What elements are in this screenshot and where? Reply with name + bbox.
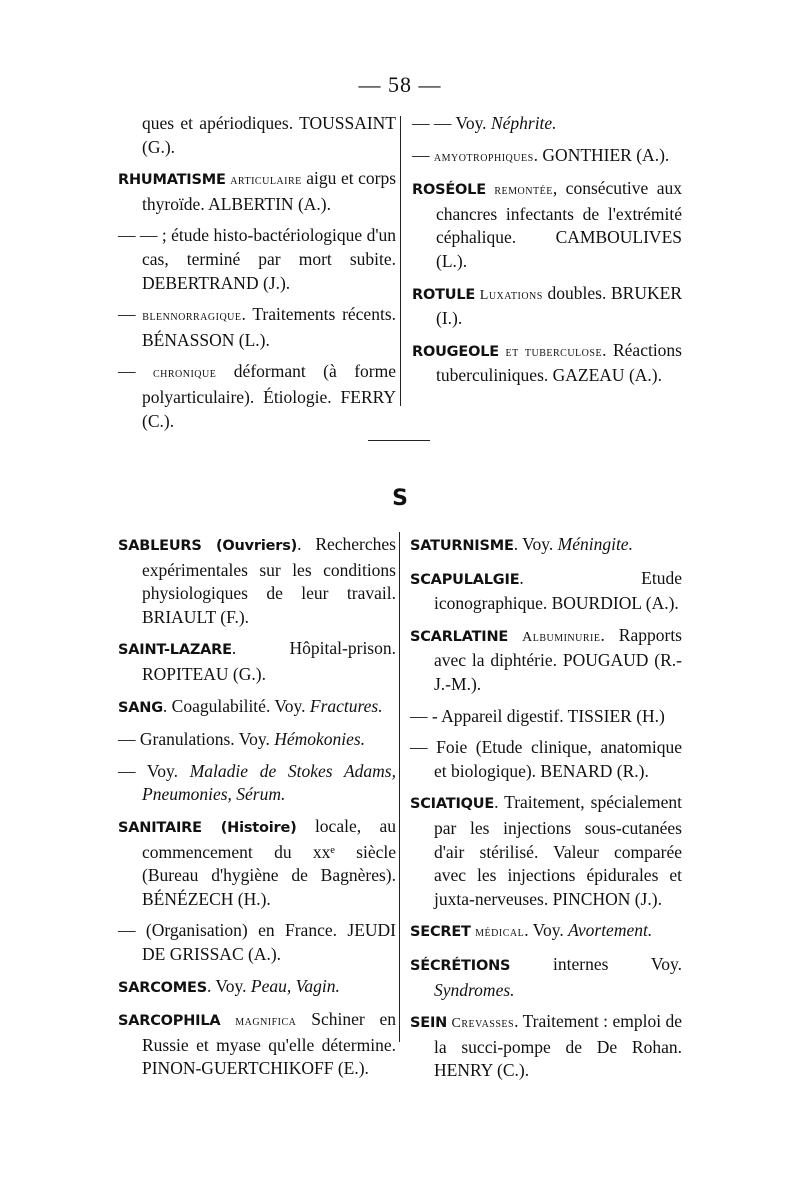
column-divider-top [400,116,401,406]
entry-cross-reference: Néphrite. [490,113,557,133]
entry-heading: SAINT-LAZARE [118,642,232,659]
index-entry [412,144,682,170]
entry-dash: — [410,737,428,758]
index-entry [412,112,682,136]
entry-heading-qualifier: (Ouvriers) [201,538,298,554]
index-entry [118,975,396,1001]
entry-cross-reference: Maladie de Stokes Adams, Pneumonies, Sérum. [142,760,396,805]
entry-subheading: et tuberculose [505,344,603,360]
entry-heading: SECRET [410,924,471,941]
entry-text: . Coagulabilité. Voy. [162,695,310,716]
index-entry [412,339,682,388]
entry-text: . Voy. [513,534,558,554]
entry-dash: — [412,144,430,165]
index-entry [118,637,396,686]
entry-heading: ROTULE [412,286,476,303]
entry-dash: — [118,304,136,325]
index-entry [118,167,396,216]
page-number: — 58 — [358,72,442,97]
entry-cross-reference: Peau, Vagin. [250,975,340,996]
column-top-left [118,112,396,441]
entry-cross-reference: Hémokonies. [274,729,366,750]
index-entry [412,177,682,273]
entry-text: Voy. [146,760,190,781]
entry-heading: SCAPULALGIE [410,571,520,588]
index-entry [118,695,396,721]
entry-heading: SANG [118,699,163,716]
entry-text: . Etude iconographique. BOURDIOL (A.). [434,567,682,614]
index-entry [118,533,396,629]
entry-dash: — — [412,113,452,133]
entry-heading: SATURNISME [410,538,514,554]
entry-heading: SARCOMES [118,979,207,996]
entry-text: Schiner en Russie et myase qu'elle détermine. PINON-GUERTCHIKOFF (E.). [142,1009,396,1079]
entry-dash: — - [410,705,438,726]
entry-text: . Réactions tuberculiniques. GAZEAU (A.). [436,339,682,386]
entry-text: ques et apériodiques. TOUSSAINT (G.). [142,113,396,157]
column-bottom-right [410,533,682,1091]
entry-text: . Voy. [206,975,251,996]
entry-cross-reference: Fractures. [309,695,383,716]
index-entry [410,1010,682,1083]
section-letter: S [392,486,408,511]
index-entry [410,624,682,697]
index-entry [410,533,682,559]
entry-heading: ROUGEOLE [412,343,499,360]
entry-heading: RHUMATISME [118,172,226,189]
entry-heading: SEIN [410,1015,448,1032]
index-entry [118,1008,396,1081]
entry-text: . Traitements récents. BÉNASSON (L.). [142,304,397,350]
entry-cross-reference: Syndromes. [434,979,515,1000]
entry-text: (Organisation) en France. JEUDI DE GRISSAC (A.). [142,920,396,964]
entry-text: déformant (à forme polyarticulaire). Étiologie. FERRY (C.). [142,361,396,431]
entry-dash: — — [118,225,158,246]
column-top-right [412,112,682,396]
entry-heading: SARCOPHILA [118,1013,221,1030]
entry-text: . Rapports avec la diphtérie. POUGAUD (R.-J.-M.). [434,624,682,694]
entry-text: . Traitement : emploi de la succi-pompe de De Rohan. HENRY (C.). [434,1011,683,1081]
entry-text: internes Voy. [510,953,682,974]
entry-subheading: remontée [494,183,553,199]
index-entry [118,815,396,911]
entry-cross-reference: Avortement. [568,920,653,941]
entry-subheading: blennorragique [142,309,242,325]
entry-heading: SCIATIQUE [410,796,495,813]
entry-cross-reference: Méningite. [557,534,633,554]
entry-subheading: amyotrophiques [433,149,534,165]
entry-heading: SANITAIRE [118,819,202,836]
entry-subheading: articulaire [230,173,302,189]
index-entry [118,728,396,752]
entry-subheading: chronique [152,366,217,382]
entry-text: doubles. BRUKER (I.). [436,282,682,329]
index-entry [410,736,682,783]
index-entry [118,224,396,295]
index-entry [118,919,396,966]
index-entry [410,567,682,616]
entry-dash: — [118,760,136,781]
entry-subheading: Crevasses [451,1016,515,1032]
entry-subheading: magnifica [235,1014,297,1030]
index-entry [410,919,682,945]
entry-text: . GONTHIER (A.). [533,144,670,165]
entry-text: . Recherches expérimentales sur les conditions physiologiques de leur travail. BRIAULT (F.). [142,534,396,627]
entry-heading: ROSÉOLE [412,182,486,199]
index-entry [410,953,682,1002]
entry-heading: SÉCRÉTIONS [410,957,511,974]
entry-heading: SCARLATINE [410,628,509,645]
entry-subheading: Luxations [479,287,543,303]
entry-text: Granulations. Voy. [139,729,275,750]
entry-text: Appareil digestif. TISSIER (H.) [441,705,665,726]
index-entry [118,360,396,433]
entry-text: . Voy. [524,920,569,941]
index-entry [410,705,682,729]
column-divider-bottom [399,532,400,1042]
entry-text: aigu et corps thyroïde. ALBERTIN (A.). [142,168,396,214]
entry-subheading: médical [475,925,525,941]
entry-text: locale, au commencement du xxᵉ siècle (Bureau d'hygiène de Bagnères). BÉNÉZECH (H.). [142,815,397,909]
index-entry [118,760,396,807]
entry-dash: — [118,361,136,382]
column-bottom-left [118,533,396,1089]
entry-subheading: Albuminurie [522,629,601,645]
entry-text: . Hôpital-prison. ROPITEAU (G.). [142,638,396,684]
index-entry [412,282,682,331]
index-entry [118,303,396,352]
entry-text: . Traitement, spécialement par les injections sous-cutanées d'air stérilisé. Valeur comparée avec les injections épidurales et juxta-nerveuses. PINCHON (J.). [434,792,682,909]
entry-text: , consécutive aux chancres infectants de l'extrémité céphalique. CAMBOULIVES (L.). [436,178,683,271]
entry-dash: — [118,920,136,941]
entry-heading-qualifier: (Histoire) [201,819,297,836]
section-separator-rule [368,440,430,441]
index-entry [410,791,682,911]
entry-text: ; étude histo-bactériologique d'un cas, terminé par mort subite. DEBERTRAND (J.). [142,225,397,293]
entry-text: Voy. [455,113,491,133]
entry-dash: — [118,729,136,750]
entry-text: Foie (Etude clinique, anatomique et biologique). BENARD (R.). [434,737,682,781]
index-entry [118,112,396,159]
entry-heading: SABLEURS [118,538,202,554]
